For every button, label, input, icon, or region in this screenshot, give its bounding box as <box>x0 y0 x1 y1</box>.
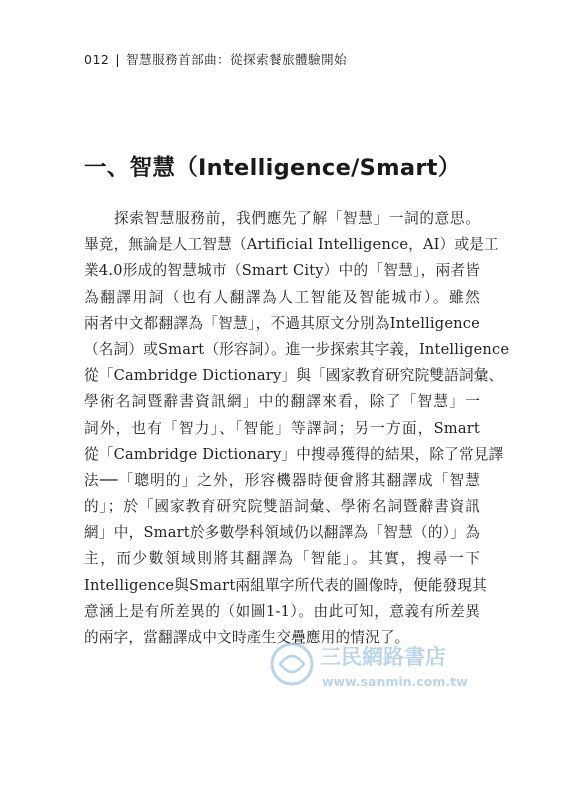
paragraph-line: 網」中，Smart於多數學科領域仍以翻譯為「智慧（的）」為 <box>84 524 480 542</box>
paragraph-line: 意涵上是有所差異的（如圖1-1）。由此可知，意義有所差異 <box>84 602 480 620</box>
paragraph-line: 兩者中文都翻譯為「智慧」，不過其原文分別為Intelligence <box>84 314 480 332</box>
watermark-url-text: www.sanmin.com.tw <box>322 674 468 689</box>
paragraph-line: 從「Cambridge Dictionary」與「國家教育研究院雙語詞彙、 <box>84 367 504 385</box>
paragraph-line: 為翻譯用詞（也有人翻譯為人工智能及智能城市）。雖然 <box>84 288 480 306</box>
paragraph-line: 詞外，也有「智力」、「智能」等譯詞；另一方面，Smart <box>84 419 480 437</box>
running-header <box>84 50 347 68</box>
body-paragraph <box>84 206 510 651</box>
paragraph-line: 學術名詞暨辭書資訊網」中的翻譯來看，除了「智慧」一 <box>84 393 480 411</box>
paragraph-line: 畢竟，無論是人工智慧（Artificial Intelligence，AI）或是工 <box>84 236 499 254</box>
paragraph-line: Intelligence與Smart兩組單字所代表的圖像時，便能發現其 <box>84 576 487 594</box>
watermark-emblem-icon <box>280 656 304 672</box>
paragraph-line: （名詞）或Smart（形容詞）。進一步探索其字義，Intelligence <box>84 340 510 358</box>
paragraph-line: 法──「聰明的」之外，形容機器時便會將其翻譯成「智慧 <box>84 471 480 489</box>
header-separator: | <box>115 52 121 67</box>
paragraph-line: 的兩字，當翻譯成中文時產生交疊應用的情況了。 <box>84 629 410 646</box>
section-heading: 一、智慧（Intelligence/Smart） <box>84 155 461 181</box>
watermark-cn-text: 三民網路書店 <box>320 645 446 669</box>
paragraph-line: 的」；於「國家教育研究院雙語詞彙、學術名詞暨辭書資訊 <box>84 498 480 516</box>
book-title: 智慧服務首部曲：從探索餐旅體驗開始 <box>126 52 348 67</box>
page-number: 012 <box>84 52 110 67</box>
paragraph-line: 業4.0形成的智慧城市（Smart City）中的「智慧」，兩者皆 <box>84 262 480 280</box>
paragraph-line: 探索智慧服務前，我們應先了解「智慧」一詞的意思。 <box>114 210 480 227</box>
paragraph-line: 從「Cambridge Dictionary」中搜尋獲得的結果，除了常見譯 <box>84 445 504 463</box>
paragraph-line: 主，而少數領域則將其翻譯為「智能」。其實，搜尋一下 <box>84 550 480 568</box>
